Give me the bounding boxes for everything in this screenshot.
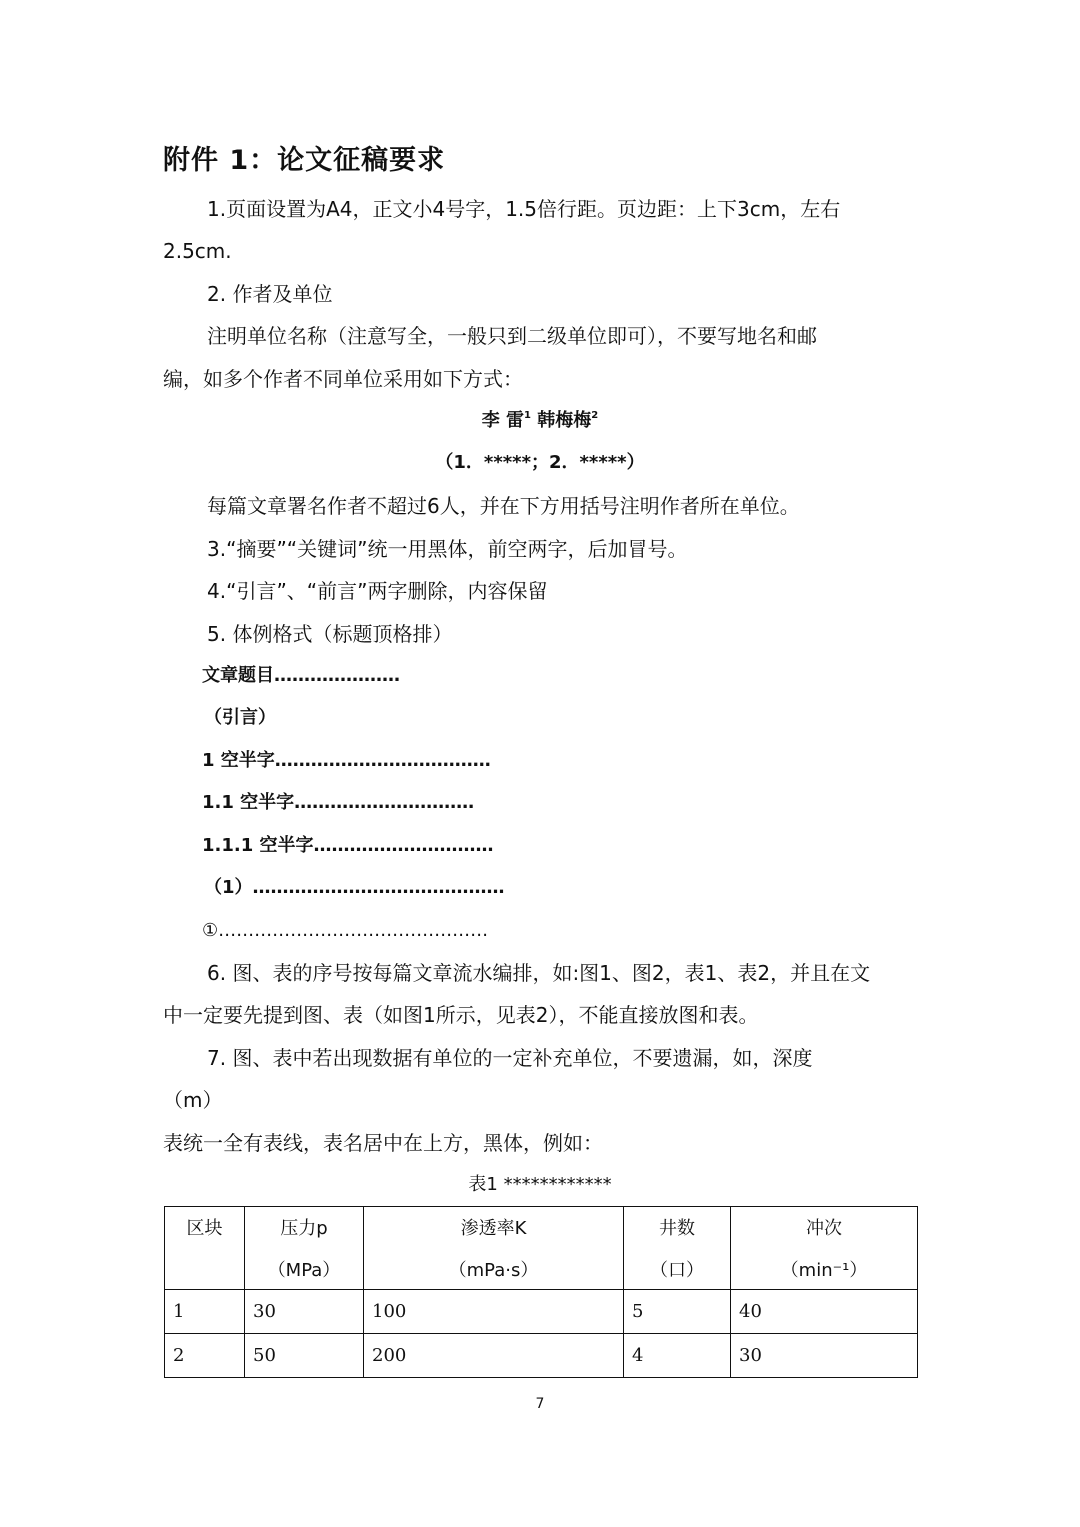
paragraph-page-setup-cont: 2.5cm. bbox=[163, 239, 232, 263]
author-sup-2: 2 bbox=[591, 410, 599, 421]
page-number: 7 bbox=[535, 1396, 545, 1412]
table-cell: 50 bbox=[245, 1334, 364, 1378]
paragraph-units-cont: （m） bbox=[163, 1088, 223, 1112]
author-name-1: 李 雷 bbox=[481, 410, 525, 431]
paragraph-figure-numbering-cont: 中一定要先提到图、表（如图1所示，见表2），不能直接放图和表。 bbox=[163, 1003, 759, 1027]
table-cell: 100 bbox=[364, 1290, 624, 1334]
table-cell: 40 bbox=[731, 1290, 918, 1334]
table-cell: 1 bbox=[165, 1290, 245, 1334]
paragraph-unit-note: 注明单位名称（注意写全，一般只到二级单位即可），不要写地名和邮 bbox=[207, 324, 817, 348]
table-header-row bbox=[165, 1207, 918, 1290]
table-row bbox=[165, 1290, 918, 1334]
table-header-cell: 区块 bbox=[165, 1207, 245, 1290]
table-cell: 30 bbox=[245, 1290, 364, 1334]
author-sup-1: 1 bbox=[524, 410, 531, 421]
paragraph-unit-note-cont: 编，如多个作者不同单位采用如下方式： bbox=[163, 367, 523, 391]
paragraph-intro-removal: 4.“引言”、“前言”两字删除，内容保留 bbox=[207, 579, 548, 603]
table-header-cell: 井数 （口） bbox=[624, 1207, 731, 1290]
table-cell: 4 bbox=[624, 1334, 731, 1378]
paragraph-units: 7. 图、表中若出现数据有单位的一定补充单位，不要遗漏，如，深度 bbox=[207, 1046, 813, 1070]
table-header-cell: 渗透率K （mPa·s） bbox=[364, 1207, 624, 1290]
format-line-level4: （1）…………………………………… bbox=[204, 877, 505, 898]
format-line-level2: 1.1 空半字………………………… bbox=[202, 792, 475, 813]
paragraph-abstract-keywords: 3.“摘要”“关键词”统一用黑体，前空两字，后加冒号。 bbox=[207, 537, 688, 561]
format-line-title: 文章题目………………… bbox=[202, 665, 400, 686]
table-cell: 30 bbox=[731, 1334, 918, 1378]
paragraph-author-unit: 2. 作者及单位 bbox=[207, 282, 333, 306]
table-header-cell: 冲次 （min⁻¹） bbox=[731, 1207, 918, 1290]
table-cell: 2 bbox=[165, 1334, 245, 1378]
table-caption: 表1 ************ bbox=[468, 1174, 612, 1195]
author-name-2: 韩梅梅 bbox=[537, 410, 592, 431]
paragraph-page-setup: 1.页面设置为A4，正文小4号字，1.5倍行距。页边距：上下3cm，左右 bbox=[207, 197, 841, 221]
format-line-level3: 1.1.1 空半字………………………… bbox=[202, 835, 494, 856]
table-cell: 200 bbox=[364, 1334, 624, 1378]
paragraph-format: 5. 体例格式（标题顶格排） bbox=[207, 622, 453, 646]
paragraph-author-limit: 每篇文章署名作者不超过6人，并在下方用括号注明作者所在单位。 bbox=[207, 494, 800, 518]
page-title: 附件 1：论文征稿要求 bbox=[163, 145, 446, 176]
example-table bbox=[164, 1206, 918, 1378]
table-cell: 5 bbox=[624, 1290, 731, 1334]
table-header-cell: 压力p （MPa） bbox=[245, 1207, 364, 1290]
paragraph-table-style: 表统一全有表线，表名居中在上方，黑体，例如： bbox=[163, 1131, 603, 1155]
format-line-level1: 1 空半字……………………………… bbox=[202, 750, 491, 771]
author-example bbox=[0, 407, 1080, 435]
affiliation-example: （1．*****；2．*****） bbox=[435, 452, 645, 473]
format-line-intro: （引言） bbox=[204, 707, 276, 728]
paragraph-figure-numbering: 6. 图、表的序号按每篇文章流水编排，如:图1、图2，表1、表2，并且在文 bbox=[207, 961, 871, 985]
format-line-level5: ①……………………………………… bbox=[202, 920, 489, 941]
table-row bbox=[165, 1334, 918, 1378]
